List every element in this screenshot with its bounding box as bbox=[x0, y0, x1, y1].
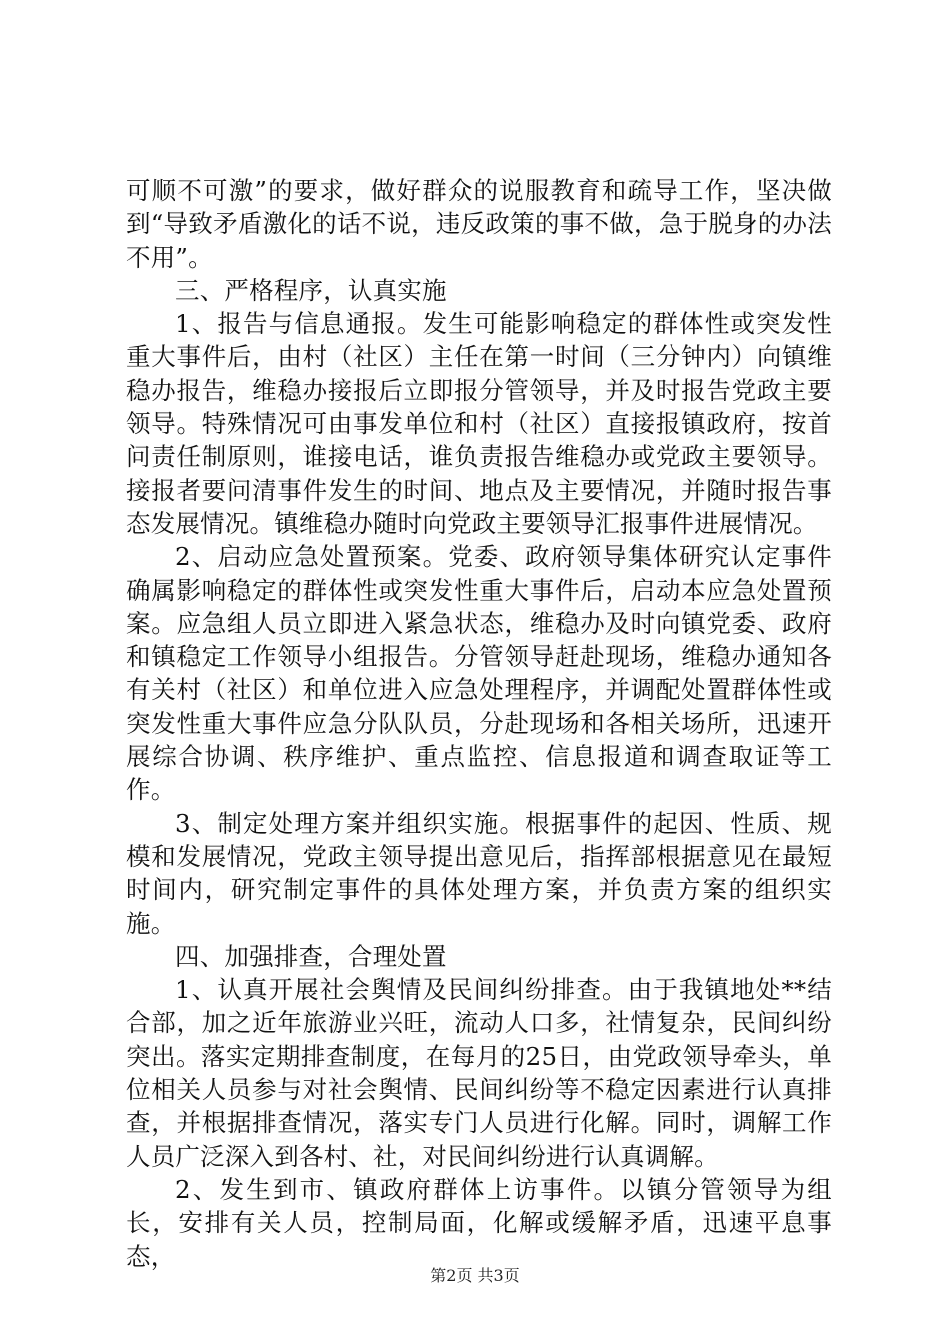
paragraph-dispute-screening: 1、认真开展社会舆情及民间纠纷排查。由于我镇地处**结合部，加之近年旅游业兴旺，流动人口多，社情复杂，民间纠纷突出。落实定期排查制度，在每月的25日，由党政领导牵头，单位相关人员参与对社会舆情、民间纠纷等不稳定因素进行认真排查，并根据排查情况，落实专门人员进行化解。同时，调解工作人员广泛深入到各村、社，对民间纠纷进行认真调解。 bbox=[126, 975, 832, 1171]
document-body bbox=[126, 174, 832, 1273]
paragraph-1: 可顺不可激”的要求，做好群众的说服教育和疏导工作，坚决做到“导致矛盾激化的话不说，违反政策的事不做，急于脱身的办法不用”。 bbox=[126, 176, 832, 272]
paragraph-emergency-plan: 2、启动应急处置预案。党委、政府领导集体研究认定事件确属影响稳定的群体性或突发性重大事件后，启动本应急处置预案。应急组人员立即进入紧急状态，维稳办及时向镇党委、政府和镇稳定工作领导小组报告。分管领导赶赴现场，维稳办通知各有关村（社区）和单位进入应急处理程序，并调配处置群体性或突发性重大事件应急分队队员，分赴现场和各相关场所，迅速开展综合协调、秩序维护、重点监控、信息报道和调查取证等工作。 bbox=[126, 542, 832, 805]
paragraph-handling-plan: 3、制定处理方案并组织实施。根据事件的起因、性质、规模和发展情况，党政主领导提出意见后，指挥部根据意见在最短时间内，研究制定事件的具体处理方案，并负责方案的组织实施。 bbox=[126, 808, 832, 938]
paragraph-petition: 2、发生到市、镇政府群体上访事件。以镇分管领导为组长，安排有关人员，控制局面，化解或缓解矛盾，迅速平息事态， bbox=[126, 1174, 832, 1271]
page-footer: 第2页 共3页 bbox=[430, 1266, 520, 1285]
section-heading-4: 四、加强排查，合理处置 bbox=[175, 941, 447, 971]
paragraph-report: 1、报告与信息通报。发生可能影响稳定的群体性或突发性重大事件后，由村（社区）主任在第一时间（三分钟内）向镇维稳办报告，维稳办接报后立即报分管领导，并及时报告党政主要领导。特殊情况可由事发单位和村（社区）直接报镇政府，按首问责任制原则，谁接电话，谁负责报告维稳办或党政主要领导。接报者要问清事件发生的时间、地点及主要情况，并随时报告事态发展情况。镇维稳办随时向党政主要领导汇报事件进展情况。 bbox=[126, 309, 832, 538]
section-heading-3: 三、严格程序，认真实施 bbox=[175, 275, 447, 305]
